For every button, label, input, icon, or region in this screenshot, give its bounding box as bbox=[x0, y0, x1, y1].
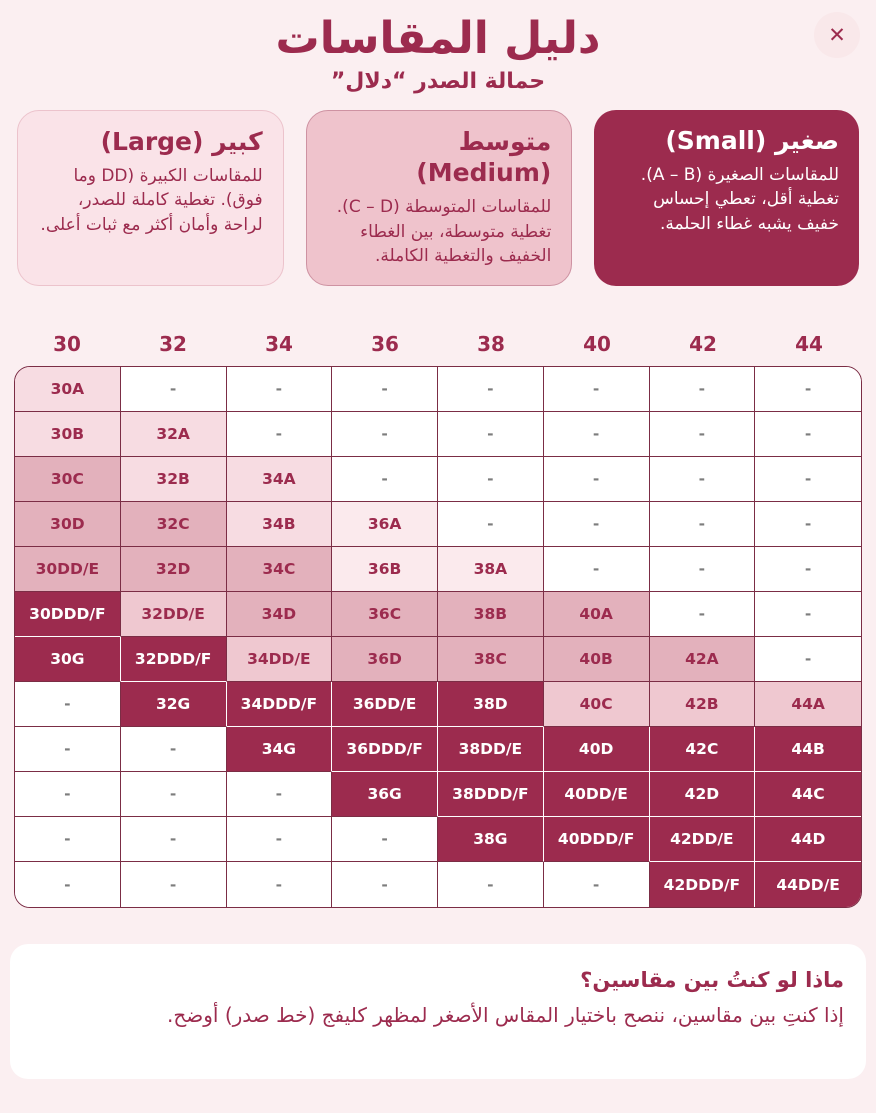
size-cell-empty: - bbox=[755, 412, 861, 457]
size-cell-empty: - bbox=[755, 502, 861, 547]
size-cell-36D: 36D bbox=[332, 637, 438, 682]
size-cell-36DD/E: 36DD/E bbox=[332, 682, 438, 727]
size-cell-34DDD/F: 34DDD/F bbox=[227, 682, 333, 727]
size-cell-44D: 44D bbox=[755, 817, 861, 862]
size-row-1 bbox=[15, 367, 861, 412]
size-cell-44B: 44B bbox=[755, 727, 861, 772]
size-cell-empty: - bbox=[544, 412, 650, 457]
column-header-34: 34 bbox=[265, 332, 293, 357]
size-cell-36B: 36B bbox=[332, 547, 438, 592]
size-cell-30G: 30G bbox=[15, 637, 121, 682]
size-cell-empty: - bbox=[227, 412, 333, 457]
size-cell-empty: - bbox=[438, 367, 544, 412]
size-cell-empty: - bbox=[121, 817, 227, 862]
size-cell-42DDD/F: 42DDD/F bbox=[650, 862, 756, 907]
size-cell-40D: 40D bbox=[544, 727, 650, 772]
size-cell-34DD/E: 34DD/E bbox=[227, 637, 333, 682]
size-cell-empty: - bbox=[227, 367, 333, 412]
size-table-body bbox=[15, 367, 861, 907]
size-cell-empty: - bbox=[15, 682, 121, 727]
size-cell-36A: 36A bbox=[332, 502, 438, 547]
size-row-7 bbox=[15, 637, 861, 682]
size-cell-32C: 32C bbox=[121, 502, 227, 547]
between-sizes-title: ماذا لو كنتُ بين مقاسين؟ bbox=[580, 968, 844, 993]
size-cell-empty: - bbox=[332, 817, 438, 862]
size-cell-30DD/E: 30DD/E bbox=[15, 547, 121, 592]
size-cell-empty: - bbox=[650, 592, 756, 637]
size-cell-empty: - bbox=[650, 502, 756, 547]
size-cell-empty: - bbox=[121, 862, 227, 907]
card-large-body: للمقاسات الكبيرة (DD وما فوق). تغطية كاملة للصدر، لراحة وأمان أكثر مع ثبات أعلى. bbox=[40, 165, 263, 236]
size-cell-42B: 42B bbox=[650, 682, 756, 727]
size-row-3 bbox=[15, 457, 861, 502]
card-small-title: صغير (Small) bbox=[665, 125, 839, 155]
size-row-12 bbox=[15, 862, 861, 907]
close-icon: ✕ bbox=[828, 23, 846, 47]
modal-header bbox=[0, 0, 876, 94]
size-cell-40DDD/F: 40DDD/F bbox=[544, 817, 650, 862]
size-cell-34B: 34B bbox=[227, 502, 333, 547]
size-cell-38A: 38A bbox=[438, 547, 544, 592]
column-header-36: 36 bbox=[371, 332, 399, 357]
size-row-10 bbox=[15, 772, 861, 817]
size-cell-40C: 40C bbox=[544, 682, 650, 727]
size-cell-empty: - bbox=[438, 412, 544, 457]
size-table bbox=[14, 366, 862, 908]
size-cell-32B: 32B bbox=[121, 457, 227, 502]
card-medium bbox=[306, 110, 573, 286]
card-medium-title: متوسط (Medium) bbox=[416, 126, 552, 187]
size-cell-empty: - bbox=[438, 862, 544, 907]
size-cell-empty: - bbox=[121, 727, 227, 772]
size-cell-38B: 38B bbox=[438, 592, 544, 637]
size-table-columns bbox=[14, 332, 862, 356]
size-cell-empty: - bbox=[15, 817, 121, 862]
size-cell-38DD/E: 38DD/E bbox=[438, 727, 544, 772]
size-cell-empty: - bbox=[650, 412, 756, 457]
size-cell-30A: 30A bbox=[15, 367, 121, 412]
size-cell-38G: 38G bbox=[438, 817, 544, 862]
size-cell-empty: - bbox=[544, 862, 650, 907]
size-cell-34A: 34A bbox=[227, 457, 333, 502]
size-cell-32DDD/F: 32DDD/F bbox=[121, 637, 227, 682]
size-cell-empty: - bbox=[755, 457, 861, 502]
size-cell-32A: 32A bbox=[121, 412, 227, 457]
size-cell-empty: - bbox=[544, 457, 650, 502]
size-cell-30DDD/F: 30DDD/F bbox=[15, 592, 121, 637]
size-cell-empty: - bbox=[227, 772, 333, 817]
card-medium-body: للمقاسات المتوسطة (C – D). تغطية متوسطة، بين الغطاء الخفيف والتغطية الكاملة. bbox=[336, 197, 552, 267]
page-title: دليل المقاسات bbox=[275, 13, 601, 64]
size-cell-38DDD/F: 38DDD/F bbox=[438, 772, 544, 817]
size-cell-32D: 32D bbox=[121, 547, 227, 592]
size-cell-empty: - bbox=[332, 457, 438, 502]
size-cell-empty: - bbox=[121, 772, 227, 817]
size-cell-30C: 30C bbox=[15, 457, 121, 502]
size-cell-40DD/E: 40DD/E bbox=[544, 772, 650, 817]
size-cell-40B: 40B bbox=[544, 637, 650, 682]
card-large bbox=[17, 110, 284, 286]
size-cell-34D: 34D bbox=[227, 592, 333, 637]
size-cell-empty: - bbox=[544, 502, 650, 547]
column-header-42: 42 bbox=[689, 332, 717, 357]
size-row-8 bbox=[15, 682, 861, 727]
size-cell-44DD/E: 44DD/E bbox=[755, 862, 861, 907]
size-cell-empty: - bbox=[227, 817, 333, 862]
size-cell-empty: - bbox=[332, 367, 438, 412]
card-small bbox=[594, 110, 859, 286]
size-cell-34C: 34C bbox=[227, 547, 333, 592]
size-cell-empty: - bbox=[544, 547, 650, 592]
column-header-40: 40 bbox=[583, 332, 611, 357]
size-cell-empty: - bbox=[544, 367, 650, 412]
size-cell-32G: 32G bbox=[121, 682, 227, 727]
size-cell-empty: - bbox=[15, 727, 121, 772]
size-cell-empty: - bbox=[650, 457, 756, 502]
column-header-30: 30 bbox=[53, 332, 81, 357]
size-cell-empty: - bbox=[332, 862, 438, 907]
size-cell-empty: - bbox=[227, 862, 333, 907]
size-cell-44C: 44C bbox=[755, 772, 861, 817]
column-header-44: 44 bbox=[795, 332, 823, 357]
size-cell-44A: 44A bbox=[755, 682, 861, 727]
size-category-cards bbox=[17, 110, 859, 286]
size-cell-30D: 30D bbox=[15, 502, 121, 547]
size-cell-38D: 38D bbox=[438, 682, 544, 727]
size-cell-42D: 42D bbox=[650, 772, 756, 817]
size-cell-empty: - bbox=[755, 367, 861, 412]
size-cell-empty: - bbox=[15, 862, 121, 907]
size-cell-empty: - bbox=[438, 502, 544, 547]
column-header-38: 38 bbox=[477, 332, 505, 357]
size-cell-empty: - bbox=[121, 367, 227, 412]
size-row-6 bbox=[15, 592, 861, 637]
size-cell-42DD/E: 42DD/E bbox=[650, 817, 756, 862]
size-cell-36G: 36G bbox=[332, 772, 438, 817]
size-row-5 bbox=[15, 547, 861, 592]
size-row-11 bbox=[15, 817, 861, 862]
size-cell-empty: - bbox=[755, 592, 861, 637]
size-cell-empty: - bbox=[332, 412, 438, 457]
card-small-body: للمقاسات الصغيرة (A – B). تغطية أقل، تعطي إحساس خفيف يشبه غطاء الحلمة. bbox=[640, 164, 839, 235]
size-cell-empty: - bbox=[650, 547, 756, 592]
size-table-section bbox=[14, 332, 862, 908]
size-cell-empty: - bbox=[15, 772, 121, 817]
size-cell-empty: - bbox=[438, 457, 544, 502]
between-sizes-body: إذا كنتِ بين مقاسين، ننصح باختيار المقاس الأصغر لمظهر كليفج (خط صدر) أوضح. bbox=[167, 1003, 844, 1028]
card-large-title: كبير (Large) bbox=[100, 126, 263, 156]
size-cell-empty: - bbox=[755, 637, 861, 682]
size-row-2 bbox=[15, 412, 861, 457]
between-sizes-note bbox=[10, 944, 866, 1079]
size-row-4 bbox=[15, 502, 861, 547]
size-cell-32DD/E: 32DD/E bbox=[121, 592, 227, 637]
size-cell-42A: 42A bbox=[650, 637, 756, 682]
close-button[interactable] bbox=[814, 12, 860, 58]
size-cell-40A: 40A bbox=[544, 592, 650, 637]
page-subtitle: حمالة الصدر “دلال” bbox=[330, 68, 546, 94]
size-cell-42C: 42C bbox=[650, 727, 756, 772]
column-header-32: 32 bbox=[159, 332, 187, 357]
size-cell-30B: 30B bbox=[15, 412, 121, 457]
size-cell-empty: - bbox=[755, 547, 861, 592]
size-cell-38C: 38C bbox=[438, 637, 544, 682]
size-row-9 bbox=[15, 727, 861, 772]
size-cell-empty: - bbox=[650, 367, 756, 412]
size-cell-34G: 34G bbox=[227, 727, 333, 772]
size-cell-36C: 36C bbox=[332, 592, 438, 637]
size-cell-36DDD/F: 36DDD/F bbox=[332, 727, 438, 772]
